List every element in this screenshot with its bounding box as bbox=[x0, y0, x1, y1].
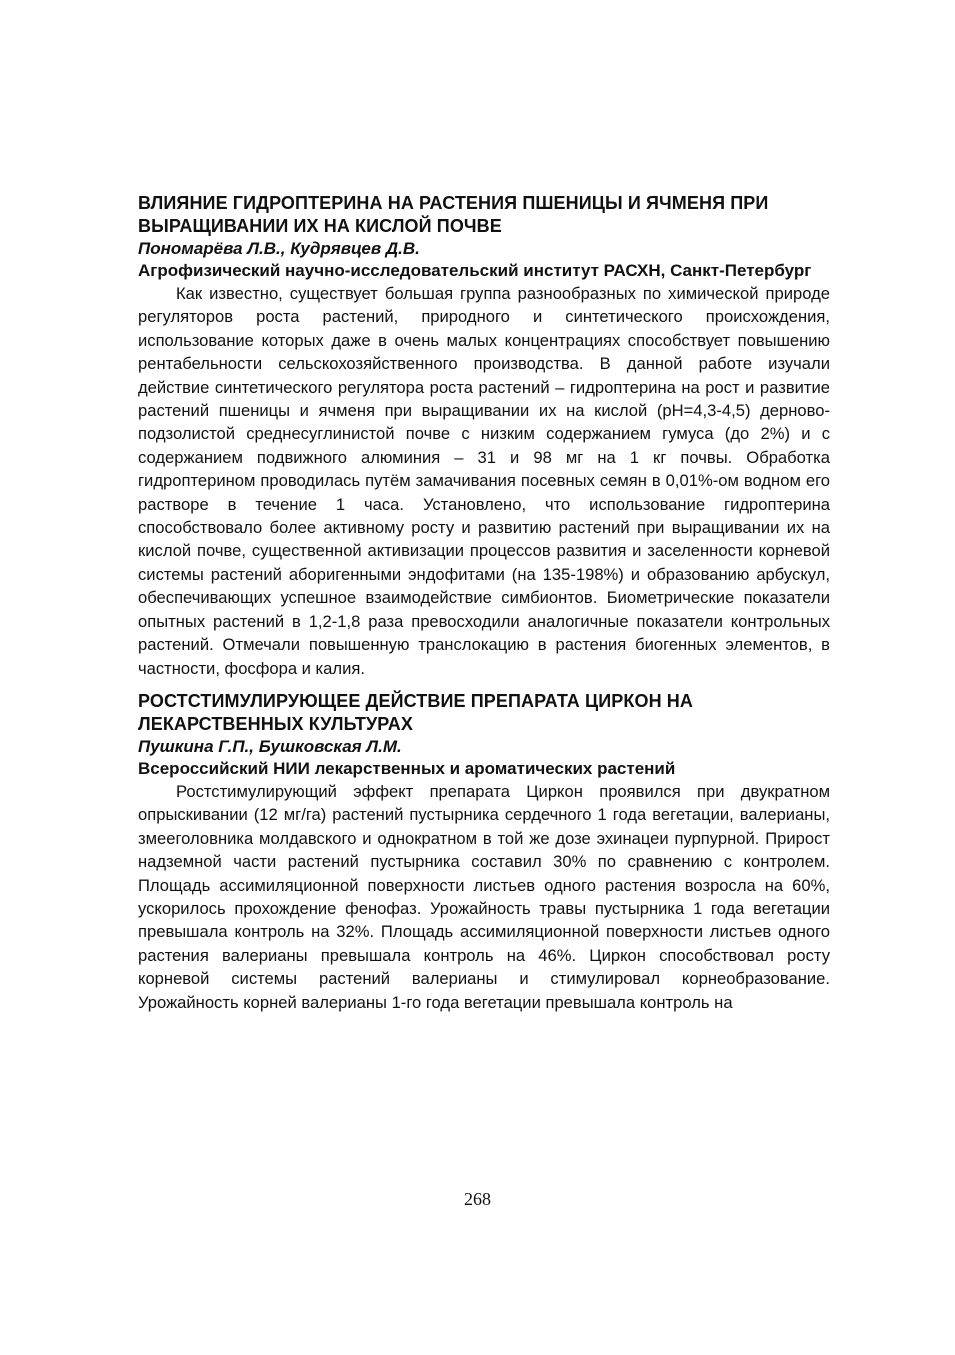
article-authors: Пушкина Г.П., Бушковская Л.М. bbox=[138, 736, 402, 756]
article-title: ВЛИЯНИЕ ГИДРОПТЕРИНА НА РАСТЕНИЯ ПШЕНИЦЫ И ЯЧМЕНЯ ПРИ ВЫРАЩИВАНИИ ИХ НА КИСЛОЙ ПОЧВЕ bbox=[138, 193, 769, 236]
article-hydropterin bbox=[138, 192, 830, 680]
article-title: РОСТСТИМУЛИРУЮЩЕЕ ДЕЙСТВИЕ ПРЕПАРАТА ЦИРКОН НА ЛЕКАРСТВЕННЫХ КУЛЬТУРАХ bbox=[138, 690, 693, 734]
page-content bbox=[138, 192, 830, 1014]
page-number: 268 bbox=[464, 1189, 491, 1209]
article-authors: Пономарёва Л.В., Кудрявцев Д.В. bbox=[138, 239, 420, 258]
article-affiliation: Всероссийский НИИ лекарственных и ароматических растений bbox=[138, 758, 676, 778]
article-body: Ростстимулирующий эффект препарата Циркон проявился при двукратном опрыскивании (12 мг/га) растений пустырника сердечного 1 года вегетации, валерианы, змееголовника молдавского и однократном в той же дозе эхинацеи пурпурной. Прирост надземной части растений пустырника составил 30% по сравнению с контролем. Площадь ассимиляционной поверхности листьев одного растения возросла на 60%, ускорилось прохождение фенофаз. Урожайность травы пустырника 1 года вегетации превышала контроль на 32%. Площадь ассимиляционной поверхности листьев одного растения валерианы превышала контроль на 46%. Циркон способствовал росту корневой системы растений валерианы и стимулировал корнеобразование. Урожайность корней валерианы 1-го года вегетации превышала контроль на bbox=[138, 781, 830, 1012]
article-body: Как известно, существует большая группа разнообразных по химической природе регуляторов роста растений, природного и синтетического происхождения, использование которых даже в очень малых концентрациях способствует повышению рентабельности сельскохозяйственного производства. В данной работе изучали действие синтетического регулятора роста растений – гидроптерина на рост и развитие растений пшеницы и ячменя при выращивании их на кислой (pH=4,3-4,5) дерново-подзолистой среднесуглинистой почве с низким содержанием гумуса (до 2%) и с содержанием подвижного алюминия – 31 и 98 мг на 1 кг почвы. Обработка гидроптерином проводилась путём замачивания посевных семян в 0,01%-ом водном его растворе в течение 1 часа. Установлено, что использование гидроптерина способствовало более активному росту и развитию растений при выращивании их на кислой почве, существенной активизации процессов развития и заселенности корневой системы растений аборигенными эндофитами (на 135-198%) и образованию арбускул, обеспечивающих успешное взаимодействие симбионтов. Биометрические показатели опытных растений в 1,2-1,8 раза превосходили аналогичные показатели контрольных растений. Отмечали повышенную транслокацию в растения биогенных элементов, в частности, фосфора и калия. bbox=[138, 284, 830, 678]
article-zircon bbox=[138, 690, 830, 1014]
article-affiliation: Агрофизический научно-исследовательский институт РАСХН, Санкт-Петербург bbox=[138, 261, 812, 280]
